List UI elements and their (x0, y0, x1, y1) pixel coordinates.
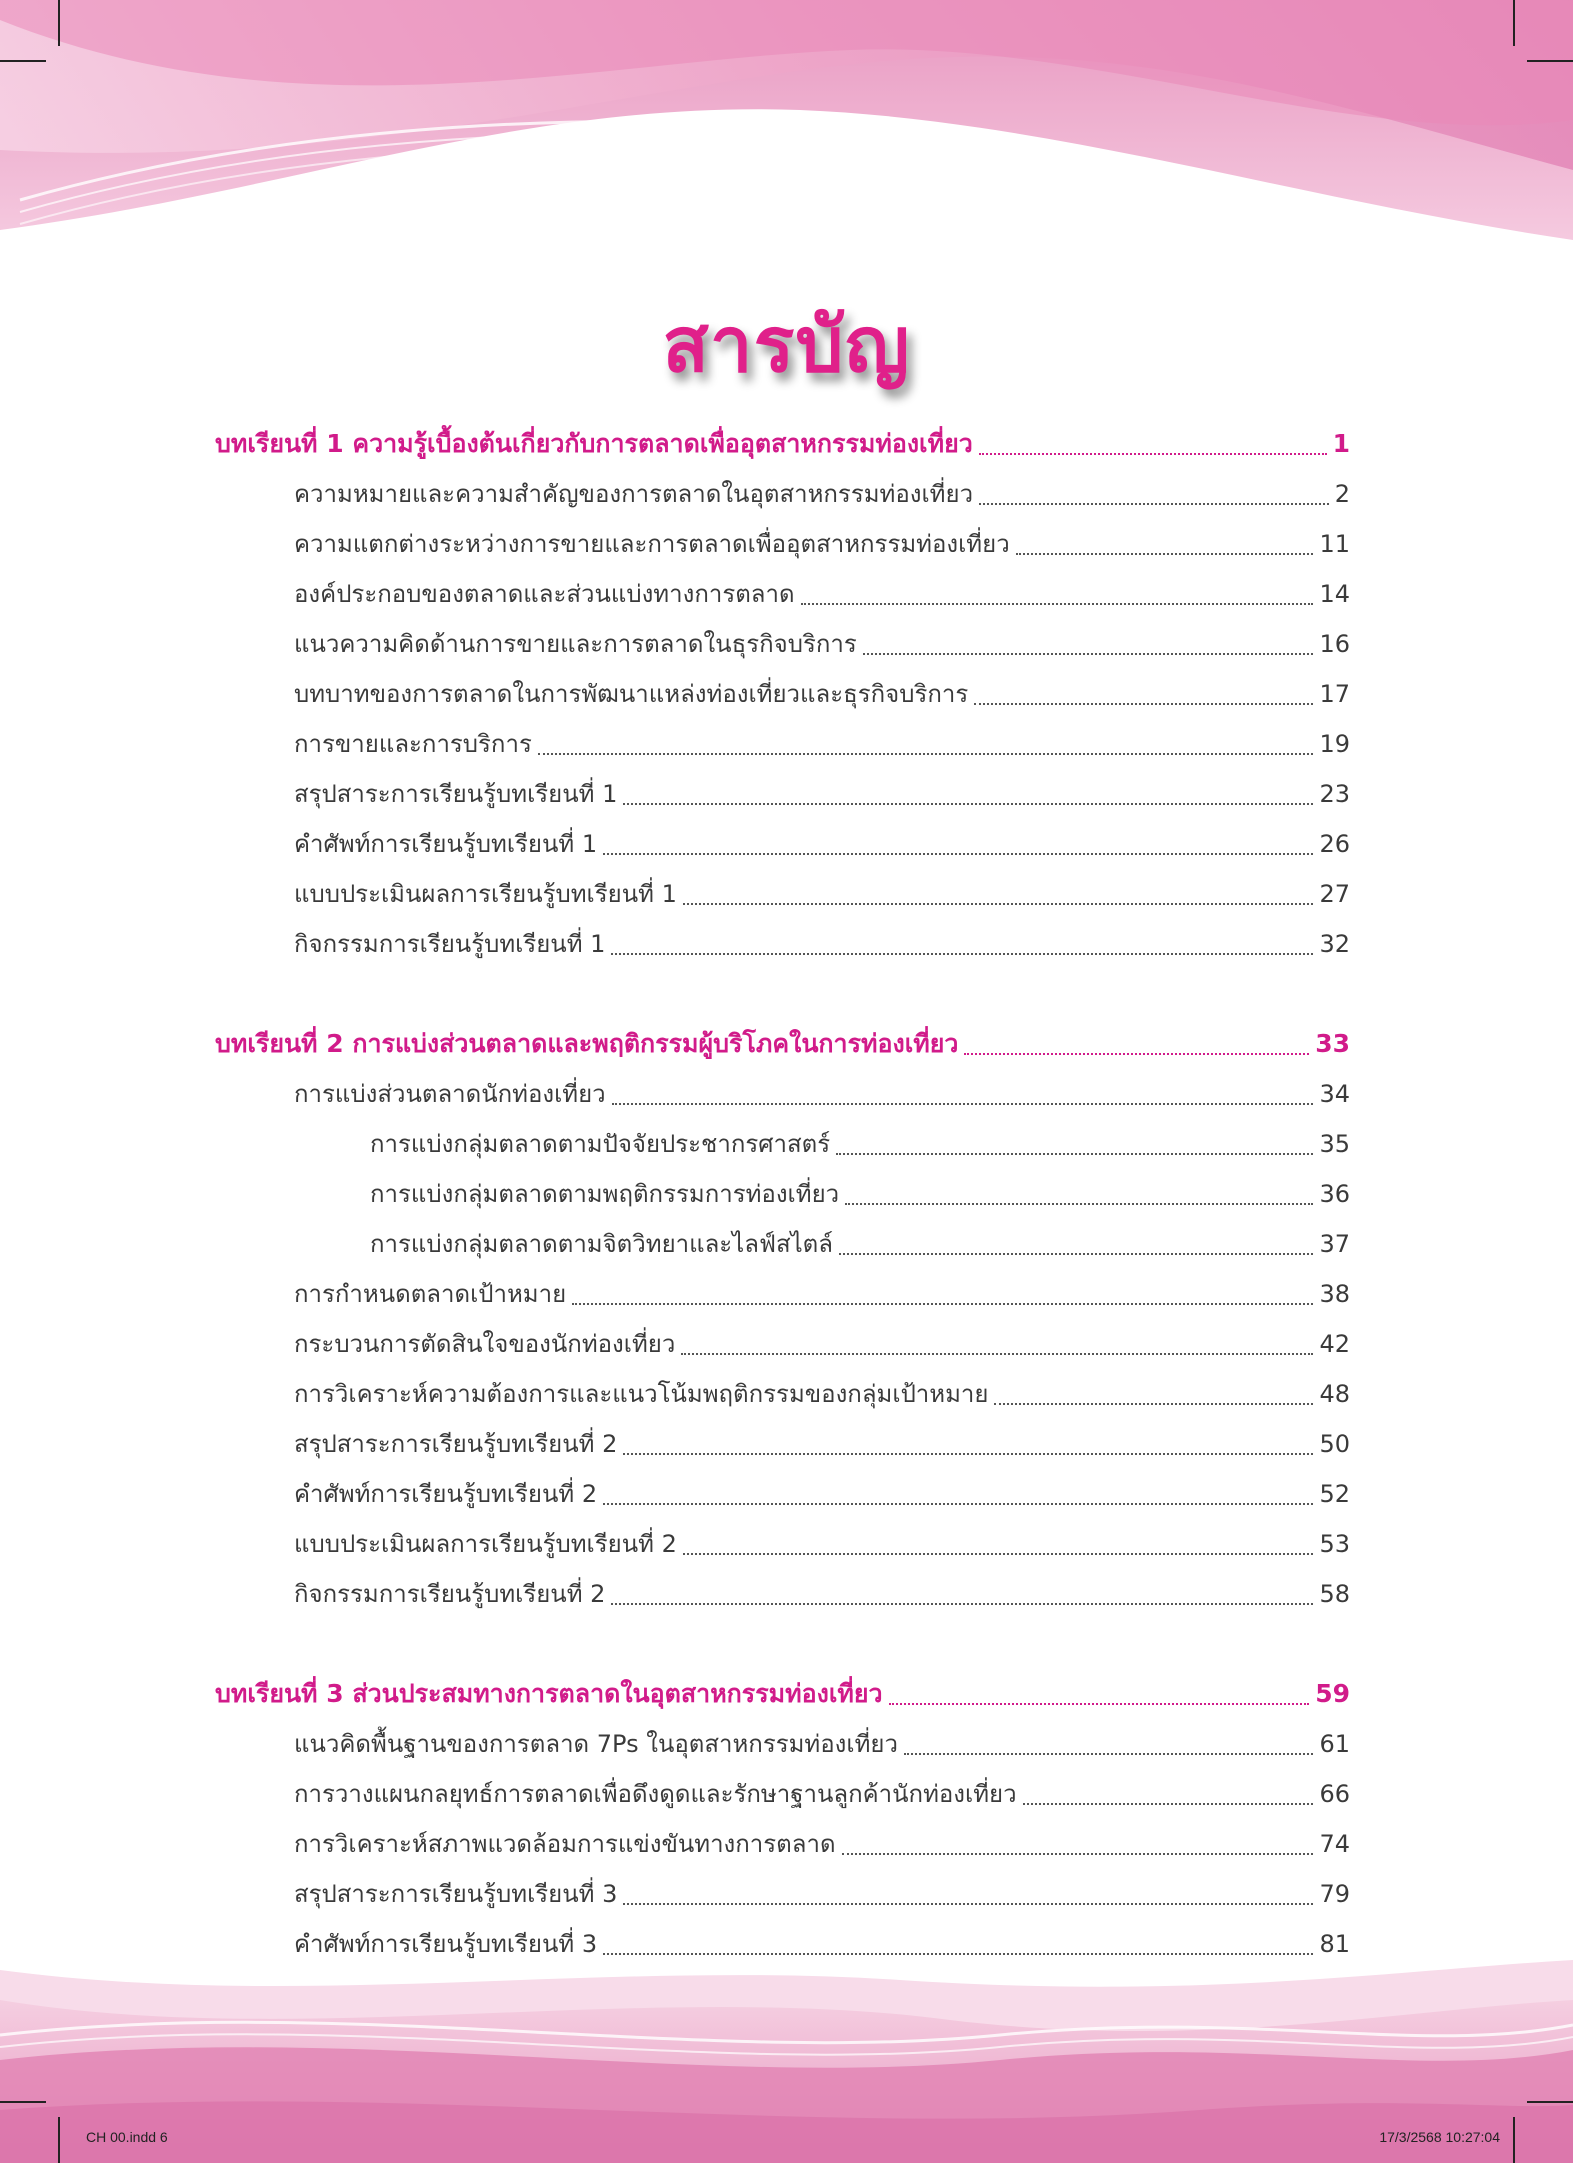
toc-entry-section[interactable] (294, 1870, 1350, 1914)
dot-leader (623, 1453, 1313, 1455)
dot-leader (979, 453, 1327, 455)
toc-entry-page-number: 23 (1319, 780, 1350, 808)
toc-entry-label: การวิเคราะห์สภาพแวดล้อมการแข่งขันทางการตลาด (294, 1830, 836, 1858)
toc-entry-label: การกำหนดตลาดเป้าหมาย (294, 1280, 567, 1308)
dot-leader (845, 1203, 1313, 1205)
toc-entry-page-number: 36 (1319, 1180, 1350, 1208)
top-wave-decoration (0, 0, 1573, 320)
toc-entry-label: กิจกรรมการเรียนรู้บทเรียนที่ 1 (294, 930, 606, 958)
dot-leader (683, 903, 1314, 905)
toc-entry-label: กิจกรรมการเรียนรู้บทเรียนที่ 2 (294, 1580, 606, 1608)
toc-entry-subsection[interactable] (370, 1120, 1350, 1164)
toc-entry-section[interactable] (294, 1420, 1350, 1464)
toc-entry-section[interactable] (294, 870, 1350, 914)
toc-entry-page-number: 16 (1319, 630, 1350, 658)
toc-entry-page-number: 2 (1334, 480, 1350, 508)
toc-entry-label: การแบ่งส่วนตลาดนักท่องเที่ยว (294, 1080, 606, 1108)
toc-entry-page-number: 53 (1319, 1530, 1350, 1558)
toc-entry-section[interactable] (294, 1320, 1350, 1364)
toc-entry-label: แนวคิดพื้นฐานของการตลาด 7Ps ในอุตสาหกรรมท่องเที่ยว (294, 1730, 898, 1758)
toc-entry-label: องค์ประกอบของตลาดและส่วนแบ่งทางการตลาด (294, 580, 795, 608)
crop-mark (0, 60, 46, 62)
toc-entry-label: การแบ่งกลุ่มตลาดตามจิตวิทยาและไลฟ์สไตล์ (370, 1230, 833, 1258)
toc-entry-section[interactable] (294, 470, 1350, 514)
crop-mark (1513, 2117, 1515, 2163)
toc-entry-section[interactable] (294, 1370, 1350, 1414)
dot-leader (538, 753, 1314, 755)
crop-mark (1513, 0, 1515, 46)
dot-leader (681, 1353, 1313, 1355)
toc-entry-label: บทเรียนที่ 2 การแบ่งส่วนตลาดและพฤติกรรมผู้บริโภคในการท่องเที่ยว (215, 1029, 959, 1058)
dot-leader (603, 1503, 1313, 1505)
dot-leader (612, 1103, 1314, 1105)
crop-mark (58, 2117, 60, 2163)
toc-entry-section[interactable] (294, 820, 1350, 864)
toc-entry-label: การแบ่งกลุ่มตลาดตามพฤติกรรมการท่องเที่ยว (370, 1180, 840, 1208)
toc-entry-section[interactable] (294, 1920, 1350, 1964)
dot-leader (623, 803, 1313, 805)
crop-mark (0, 2101, 46, 2103)
dot-leader (974, 703, 1313, 705)
slug-timestamp: 17/3/2568 10:27:04 (1379, 2129, 1500, 2145)
toc-entry-chapter[interactable] (215, 1020, 1350, 1064)
toc-entry-section[interactable] (294, 1070, 1350, 1114)
toc-entry-page-number: 34 (1319, 1080, 1350, 1108)
toc-entry-label: กระบวนการตัดสินใจของนักท่องเที่ยว (294, 1330, 676, 1358)
toc-entry-page-number: 52 (1319, 1480, 1350, 1508)
toc-entry-page-number: 74 (1319, 1830, 1350, 1858)
toc-entry-label: แบบประเมินผลการเรียนรู้บทเรียนที่ 1 (294, 880, 677, 908)
toc-entry-section[interactable] (294, 520, 1350, 564)
toc-entry-chapter[interactable] (215, 1670, 1350, 1714)
toc-entry-page-number: 37 (1319, 1230, 1350, 1258)
toc-entry-label: บทบาทของการตลาดในการพัฒนาแหล่งท่องเที่ยวและธุรกิจบริการ (294, 680, 969, 708)
toc-entry-page-number: 42 (1319, 1330, 1350, 1358)
toc-entry-section[interactable] (294, 1770, 1350, 1814)
toc-entry-label: แบบประเมินผลการเรียนรู้บทเรียนที่ 2 (294, 1530, 677, 1558)
toc-entry-page-number: 38 (1319, 1280, 1350, 1308)
dot-leader (1016, 553, 1314, 555)
dot-leader (801, 603, 1314, 605)
toc-entry-section[interactable] (294, 570, 1350, 614)
dot-leader (623, 1903, 1313, 1905)
toc-entry-page-number: 32 (1319, 930, 1350, 958)
toc-entry-section[interactable] (294, 920, 1350, 964)
dot-leader (603, 853, 1313, 855)
toc-entry-section[interactable] (294, 1520, 1350, 1564)
dot-leader (842, 1853, 1314, 1855)
dot-leader (994, 1403, 1313, 1405)
toc-entry-label: คำศัพท์การเรียนรู้บทเรียนที่ 2 (294, 1480, 598, 1508)
toc-entry-subsection[interactable] (370, 1170, 1350, 1214)
toc-entry-page-number: 19 (1319, 730, 1350, 758)
toc-entry-subsection[interactable] (370, 1220, 1350, 1264)
toc-entry-label: คำศัพท์การเรียนรู้บทเรียนที่ 3 (294, 1930, 598, 1958)
slug-file-name: CH 00.indd 6 (86, 2129, 168, 2145)
toc-entry-label: ความหมายและความสำคัญของการตลาดในอุตสาหกรรมท่องเที่ยว (294, 480, 974, 508)
toc-entry-label: สรุปสาระการเรียนรู้บทเรียนที่ 3 (294, 1880, 618, 1908)
toc-entry-page-number: 50 (1319, 1430, 1350, 1458)
dot-leader (836, 1153, 1313, 1155)
toc-entry-chapter[interactable] (215, 420, 1350, 464)
toc-entry-page-number: 58 (1319, 1580, 1350, 1608)
toc-entry-section[interactable] (294, 1720, 1350, 1764)
dot-leader (904, 1753, 1314, 1755)
dot-leader (1023, 1803, 1314, 1805)
toc-entry-label: การขายและการบริการ (294, 730, 532, 758)
page-title: สารบัญ (662, 300, 911, 389)
crop-mark (1527, 60, 1573, 62)
toc-entry-label: ความแตกต่างระหว่างการขายและการตลาดเพื่ออุตสาหกรรมท่องเที่ยว (294, 530, 1010, 558)
toc-entry-section[interactable] (294, 1470, 1350, 1514)
toc-entry-label: สรุปสาระการเรียนรู้บทเรียนที่ 1 (294, 780, 618, 808)
toc-entry-section[interactable] (294, 1820, 1350, 1864)
toc-entry-label: การวางแผนกลยุทธ์การตลาดเพื่อดึงดูดและรักษาฐานลูกค้านักท่องเที่ยว (294, 1780, 1017, 1808)
toc-entry-page-number: 81 (1319, 1930, 1350, 1958)
toc-entry-page-number: 1 (1332, 429, 1350, 458)
dot-leader (964, 1053, 1309, 1055)
toc-entry-page-number: 27 (1319, 880, 1350, 908)
toc-entry-section[interactable] (294, 720, 1350, 764)
toc-entry-page-number: 48 (1319, 1380, 1350, 1408)
toc-entry-page-number: 26 (1319, 830, 1350, 858)
toc-entry-label: การแบ่งกลุ่มตลาดตามปัจจัยประชากรศาสตร์ (370, 1130, 831, 1158)
toc-entry-section[interactable] (294, 670, 1350, 714)
dot-leader (863, 653, 1314, 655)
crop-mark (1527, 2101, 1573, 2103)
dot-leader (572, 1303, 1313, 1305)
toc-entry-label: แนวความคิดด้านการขายและการตลาดในธุรกิจบริการ (294, 630, 857, 658)
dot-leader (683, 1553, 1314, 1555)
toc-entry-label: บทเรียนที่ 3 ส่วนประสมทางการตลาดในอุตสาหกรรมท่องเที่ยว (215, 1679, 883, 1708)
toc-entry-page-number: 33 (1315, 1029, 1350, 1058)
toc-entry-section[interactable] (294, 1570, 1350, 1614)
toc-entry-section[interactable] (294, 1270, 1350, 1314)
toc-entry-section[interactable] (294, 770, 1350, 814)
toc-entry-label: สรุปสาระการเรียนรู้บทเรียนที่ 2 (294, 1430, 618, 1458)
toc-entry-label: บทเรียนที่ 1 ความรู้เบื้องต้นเกี่ยวกับการตลาดเพื่ออุตสาหกรรมท่องเที่ยว (215, 429, 973, 458)
toc-entry-page-number: 35 (1319, 1130, 1350, 1158)
toc-entry-page-number: 79 (1319, 1880, 1350, 1908)
toc-entry-page-number: 59 (1315, 1679, 1350, 1708)
toc-entry-page-number: 14 (1319, 580, 1350, 608)
dot-leader (889, 1703, 1310, 1705)
toc-entry-label: การวิเคราะห์ความต้องการและแนวโน้มพฤติกรรมของกลุ่มเป้าหมาย (294, 1380, 989, 1408)
dot-leader (611, 953, 1313, 955)
toc-entry-label: คำศัพท์การเรียนรู้บทเรียนที่ 1 (294, 830, 598, 858)
dot-leader (979, 503, 1329, 505)
toc-entry-page-number: 11 (1319, 530, 1350, 558)
crop-mark (58, 0, 60, 46)
toc-entry-page-number: 66 (1319, 1780, 1350, 1808)
toc-entry-section[interactable] (294, 620, 1350, 664)
dot-leader (839, 1253, 1314, 1255)
toc-entry-page-number: 17 (1319, 680, 1350, 708)
dot-leader (611, 1603, 1313, 1605)
dot-leader (603, 1953, 1313, 1955)
toc-entry-page-number: 61 (1319, 1730, 1350, 1758)
